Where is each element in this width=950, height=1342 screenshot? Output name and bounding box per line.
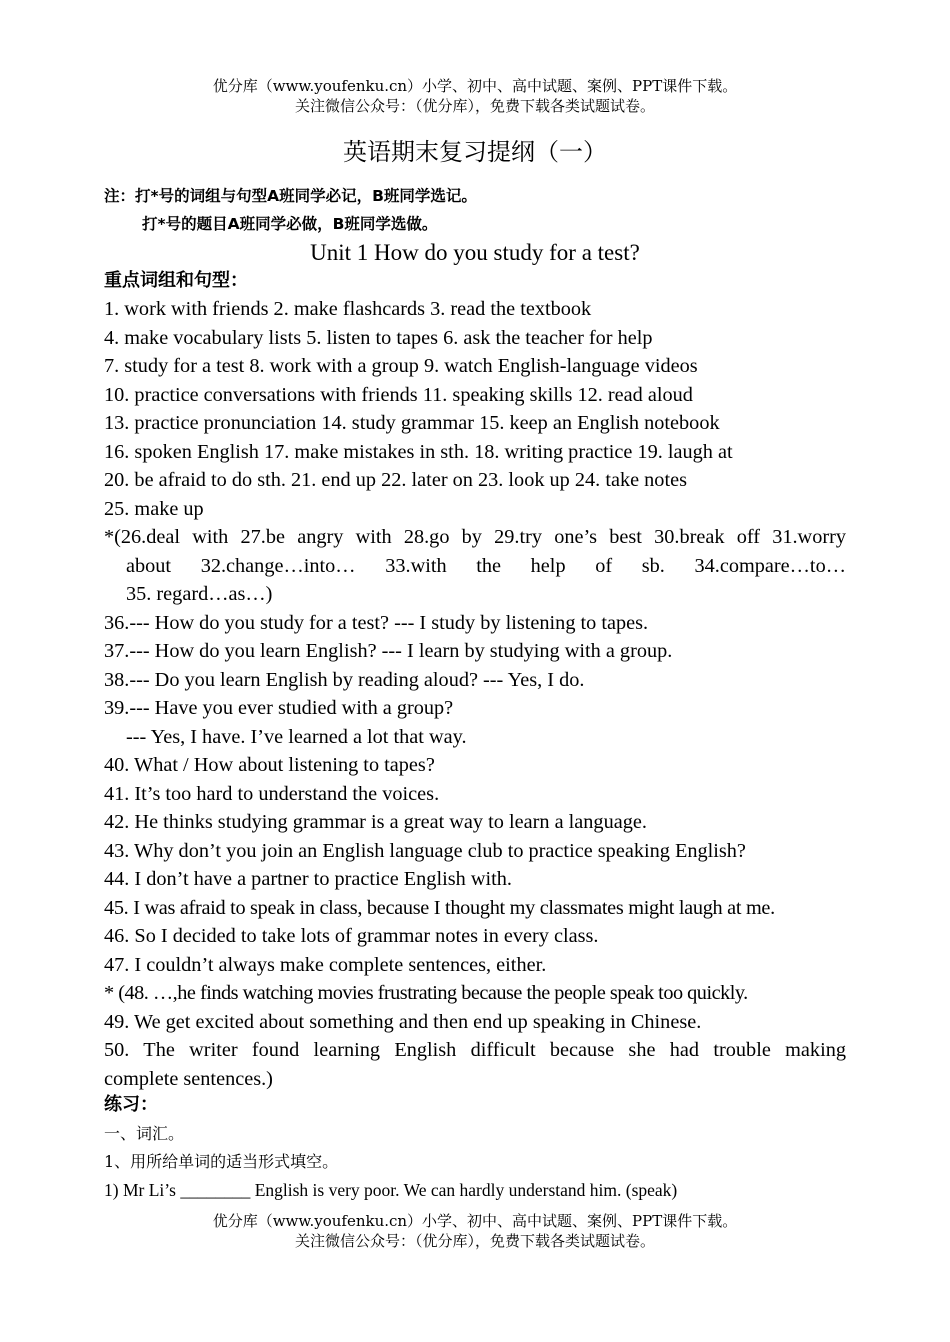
list-line: 49. We get excited about something and then end up speaking in Chinese.	[104, 1010, 702, 1033]
list-line: --- Yes, I have. I’ve learned a lot that way.	[126, 725, 467, 748]
list-line: 50. The writer found learning English difficult because she had trouble making	[104, 1039, 846, 1061]
footer-line-1: 优分库（www.youfenku.cn）小学、初中、高中试题、案例、PPT课件下载。	[212, 1212, 738, 1230]
footer-line-2: 关注微信公众号：（优分库），免费下载各类试题试卷。	[294, 1232, 655, 1250]
section-heading-key-phrases: 重点词组和句型：	[104, 270, 248, 291]
practice-task-instruction: 1、用所给单词的适当形式填空。	[104, 1152, 339, 1171]
list-line: 7. study for a test 8. work with a group 9. watch English-language videos	[104, 355, 698, 377]
list-line: 37.--- How do you learn English? --- I learn by studying with a group.	[104, 640, 673, 662]
section-heading-practice: 练习：	[104, 1094, 158, 1115]
list-line: 38.--- Do you learn English by reading aloud? --- Yes, I do.	[104, 668, 585, 691]
header-line-1: 优分库（www.youfenku.cn）小学、初中、高中试题、案例、PPT课件下载。	[212, 77, 738, 95]
list-line: 43. Why don’t you join an English language club to practice speaking English?	[104, 839, 746, 862]
exercise-item-1: 1) Mr Li’s ________ English is very poor. We can hardly understand him. (speak)	[104, 1180, 678, 1200]
list-line: complete sentences.)	[104, 1067, 273, 1090]
list-line: 45. I was afraid to speak in class, because I thought my classmates might laugh at me.	[104, 896, 775, 919]
note-line-1: 注：打*号的词组与句型A班同学必记，B班同学选记。	[104, 187, 477, 205]
list-line: 40. What / How about listening to tapes?	[104, 754, 435, 776]
page-title: 英语期末复习提纲（一）	[343, 138, 607, 166]
list-line: 10. practice conversations with friends 11. speaking skills 12. read aloud	[104, 383, 693, 406]
note-line-2: 打*号的题目A班同学必做，B班同学选做。	[142, 215, 438, 233]
list-line: * (48. …,he finds watching movies frustrating because the people speak too quickly.	[104, 982, 748, 1004]
list-line: 35. regard…as…)	[126, 583, 273, 605]
list-line: 36.--- How do you study for a test? --- I study by listening to tapes.	[104, 611, 649, 634]
unit-title: Unit 1 How do you study for a test?	[310, 240, 640, 265]
list-line: *(26.deal with 27.be angry with 28.go by 29.try one’s best 30.break off 31.worry	[104, 526, 846, 548]
list-line: 41. It’s too hard to understand the voices.	[104, 782, 440, 805]
list-line: 4. make vocabulary lists 5. listen to tapes 6. ask the teacher for help	[104, 326, 653, 349]
list-line: 42. He thinks studying grammar is a great way to learn a language.	[104, 811, 647, 833]
practice-part-heading: 一、词汇。	[104, 1124, 185, 1143]
list-line: 47. I couldn’t always make complete sentences, either.	[104, 953, 547, 976]
list-line: about 32.change…into… 33.with the help of sb. 34.compare…to…	[126, 554, 846, 577]
header-line-2: 关注微信公众号：（优分库），免费下载各类试题试卷。	[294, 97, 655, 115]
list-line: 1. work with friends 2. make flashcards 3. read the textbook	[104, 298, 592, 320]
list-line: 16. spoken English 17. make mistakes in sth. 18. writing practice 19. laugh at	[104, 440, 733, 463]
list-line: 25. make up	[104, 497, 204, 520]
list-line: 44. I don’t have a partner to practice English with.	[104, 868, 512, 890]
list-line: 20. be afraid to do sth. 21. end up 22. later on 23. look up 24. take notes	[104, 469, 687, 491]
phrase-list	[104, 295, 846, 1093]
list-line: 39.--- Have you ever studied with a group?	[104, 697, 454, 719]
list-line: 13. practice pronunciation 14. study grammar 15. keep an English notebook	[104, 412, 720, 434]
list-line: 46. So I decided to take lots of grammar notes in every class.	[104, 925, 599, 947]
